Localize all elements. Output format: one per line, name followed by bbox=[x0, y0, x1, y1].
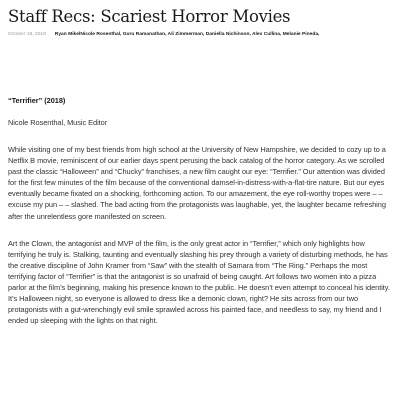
byline bbox=[8, 31, 394, 38]
movie-title: “Terrifier” (2018) bbox=[8, 96, 66, 105]
article-body bbox=[8, 95, 394, 326]
author-list: Ryan MikelNicole Rosenthal, Guru Ramanathan, Ali Zimmerman, Daniella Nichinson, Alex Cullina, Melanie Pineda, bbox=[54, 32, 320, 37]
page-title: Staff Recs: Scariest Horror Movies bbox=[8, 7, 291, 26]
contributor-name: Nicole Rosenthal, Music Editor bbox=[8, 118, 108, 127]
article-paragraph-2: Art the Clown, the antagonist and MVP of the film, is the only great actor in “Terrifier,” which only highlights how terrifying he truly is. Stalking, taunting and eventually slashing his prey through a variety of disturbing methods, he has the creative discipline of John Kramer from “Saw” with the stealth of Samara from “The Ring.” Perhaps the most terrifying factor of “Terrifier” is that the antagonist is so unafraid of being caught. Art follows two women into a pizza parlor at the film’s beginning, making his presence known to the public. He doesn’t even attempt to conceal his identity. It’s Halloween night, so everyone is allowed to dress like a demonic clown, right? He sits across from our two protagonists with a gut-wrenchingly evil smile sprawled across his painted face, and needless to say, my friend and I ended up sleeping with the lights on that night. bbox=[8, 238, 390, 326]
article-paragraph-1: While visiting one of my best friends from high school at the University of New Hampshire, we decided to cozy up to a Netflix B movie, reminiscent of our earlier days spent perusing the back catalog of the horror category. As we scrolled past the classic “Halloween” and “Chucky” franchises, a new film caught our eye: “Terrifier.” Our attention was divided for the first few minutes of the film because of the conventional damsel-in-distress-with-a-flat-tire nature. But our eyes eventually became fixated on a shocking, forthcoming action. To our amazement, the eye roll-worthy tropes were – – excuse my pun – – slashed. The bad acting from the protagonists was laughable, yet, the laughter became refreshing after the unrelentless gore manifested on screen. bbox=[8, 145, 386, 221]
article-page bbox=[8, 7, 394, 326]
publish-date: October 19, 2018 bbox=[8, 32, 46, 37]
